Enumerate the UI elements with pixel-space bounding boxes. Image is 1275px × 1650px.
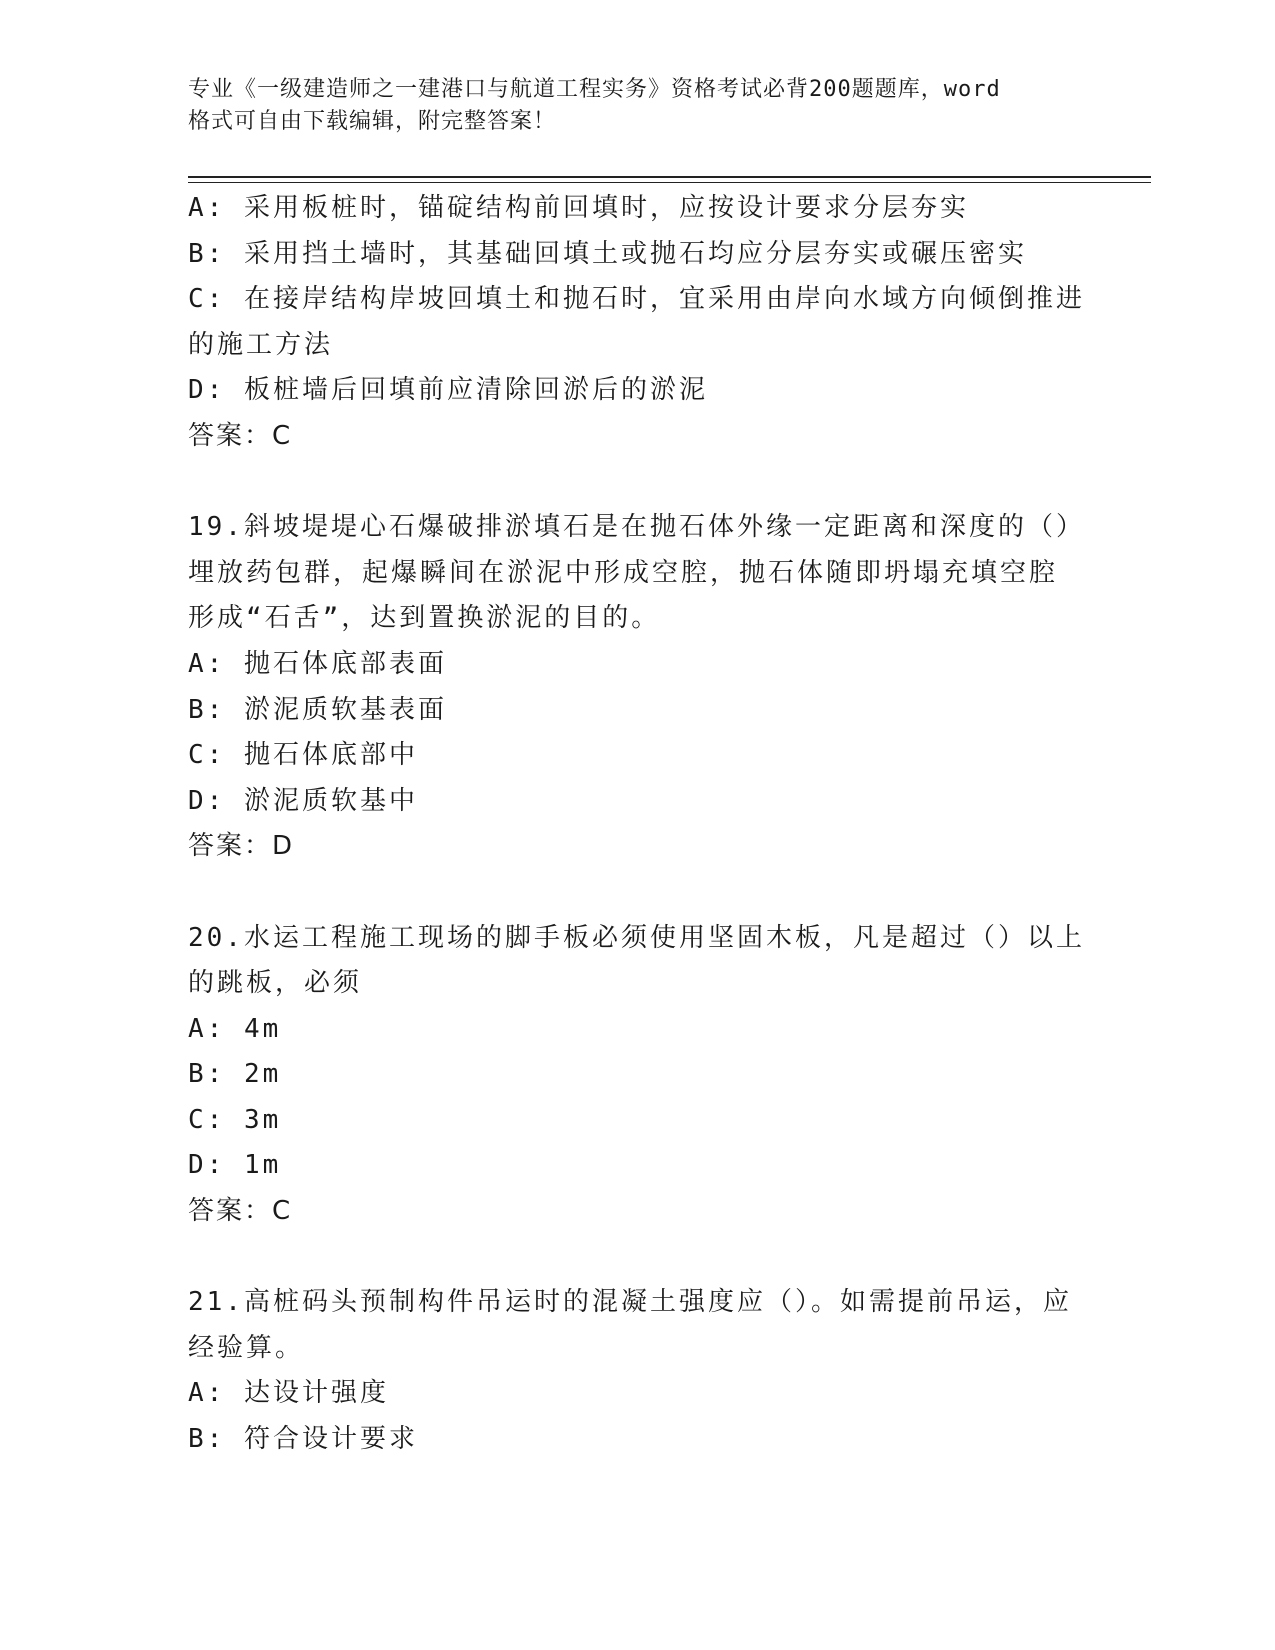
option-c: C: 在接岸结构岸坡回填土和抛石时，宜采用由岸向水域方向倾倒推进 bbox=[188, 284, 1085, 315]
question-20 bbox=[188, 916, 1088, 1235]
option-b: B: 2m bbox=[188, 1059, 282, 1090]
option-c-continuation: 的施工方法 bbox=[188, 329, 334, 360]
question-18 bbox=[188, 186, 1088, 460]
answer-line: 答案：C bbox=[188, 420, 293, 451]
spacer bbox=[188, 1235, 1088, 1281]
document-header bbox=[188, 74, 1068, 138]
question-list bbox=[188, 186, 1088, 1463]
question-stem-line: 19.斜坡堤堤心石爆破排淤填石是在抛石体外缘一定距离和深度的（） bbox=[188, 512, 1085, 543]
option-b: B: 符合设计要求 bbox=[188, 1424, 418, 1455]
question-19 bbox=[188, 505, 1088, 870]
option-a: A: 抛石体底部表面 bbox=[188, 648, 447, 679]
spacer bbox=[188, 460, 1088, 506]
question-stem-line: 形成“石舌”，达到置换淤泥的目的。 bbox=[188, 603, 661, 634]
option-d: D: 1m bbox=[188, 1150, 282, 1181]
answer-line: 答案：C bbox=[188, 1196, 293, 1227]
spacer bbox=[188, 870, 1088, 916]
option-c: C: 抛石体底部中 bbox=[188, 740, 418, 771]
header-title-line-1: 专业《一级建造师之一建港口与航道工程实务》资格考试必背200题题库，word bbox=[188, 77, 1001, 102]
option-a: A: 达设计强度 bbox=[188, 1378, 389, 1409]
answer-line: 答案：D bbox=[188, 831, 295, 862]
question-stem-line: 的跳板，必须 bbox=[188, 968, 363, 999]
question-21 bbox=[188, 1280, 1088, 1462]
question-stem-line: 经验算。 bbox=[188, 1332, 305, 1363]
option-b: B: 淤泥质软基表面 bbox=[188, 694, 447, 725]
header-divider bbox=[188, 176, 1151, 183]
option-b: B: 采用挡土墙时，其基础回填土或抛石均应分层夯实或碾压密实 bbox=[188, 238, 1027, 269]
question-stem-line: 埋放药包群，起爆瞬间在淤泥中形成空腔，抛石体随即坍塌充填空腔 bbox=[188, 557, 1059, 588]
question-stem-line: 20.水运工程施工现场的脚手板必须使用坚固木板，凡是超过（）以上 bbox=[188, 922, 1085, 953]
question-stem-line: 21.高桩码头预制构件吊运时的混凝土强度应（）。如需提前吊运，应 bbox=[188, 1287, 1072, 1318]
header-title-line-2: 格式可自由下载编辑，附完整答案！ bbox=[188, 109, 557, 134]
option-a: A: 4m bbox=[188, 1013, 282, 1044]
option-a: A: 采用板桩时，锚碇结构前回填时，应按设计要求分层夯实 bbox=[188, 193, 969, 223]
option-c: C: 3m bbox=[188, 1104, 282, 1135]
option-d: D: 板桩墙后回填前应清除回淤后的淤泥 bbox=[188, 375, 708, 406]
option-d: D: 淤泥质软基中 bbox=[188, 785, 418, 816]
